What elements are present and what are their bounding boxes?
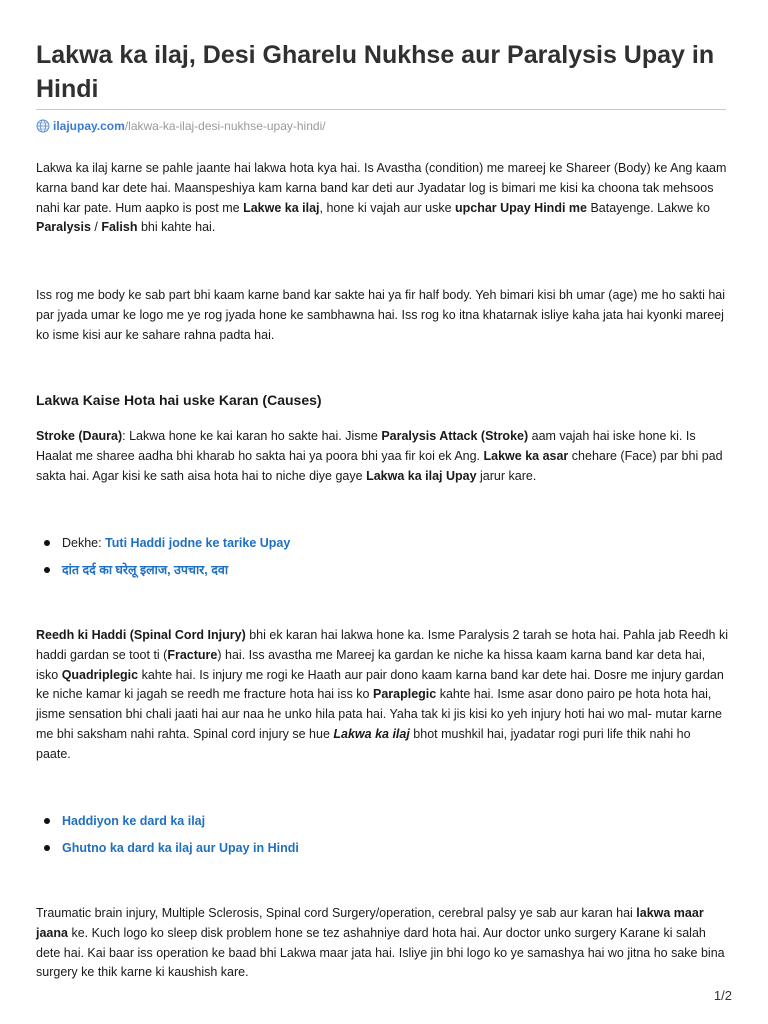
link-dant-dard[interactable]: दांत दर्द का घरेलू इलाज, उपचार, दवा [62,563,229,577]
list-item [44,560,290,587]
other-causes-paragraph: Traumatic brain injury, Multiple Sclerosis, Spinal cord Surgery/operation, cerebral palsy ye sab aur karan hai lakwa maar jaana ke. Kuch logo ko sleep disk problem hone se tez ashahniye dard hota hai. Aur doctor unko surgery Karane ki salah dete hai. Kai baar iss operation ke baad bhi Lakwa maar jata hai. Isliye jin bhi logo ko ye samashya hai wo jitna ho sake bina surgery ke thik karne ki kaushish kare. [36,906,725,980]
link-tuti-haddi[interactable]: Tuti Haddi jodne ke tarike Upay [105,536,291,550]
page-title: Lakwa ka ilaj, Desi Gharelu Nukhse aur Paralysis Upay in Hindi [36,41,715,103]
related-links-list-1 [44,533,290,587]
causes-heading: Lakwa Kaise Hota hai uske Karan (Causes) [36,392,322,408]
spinal-paragraph: Reedh ki Haddi (Spinal Cord Injury) bhi ek karan hai lakwa hone ka. Isme Paralysis 2 tarah se hota hai. Pahla jab Reedh ki haddi gardan se toot ti (Fracture) hai. Iss avastha me Mareej ka gardan ke niche ka hissa kaam karna band kar deta hai, isko Quadriplegic kahte hai. Is injury me rogi ke Haath aur pair dono kaam karna band kar dete hai. Dosre me injury gardan ke niche kamar ki jagah se reedh me fracture hota hai iss ko Paraplegic kahte hai. Isme asar dono pairo pe hota hota hai, jisme sensation bhi chali jaati hai aur naa he unko hila pata hai. Yaha tak ki jis kisi ko yeh injury hoti hai wo mal- mutar karne me bhi saksham nahi rahta. Spinal cord injury se hue Lakwa ka ilaj bhot mushkil hai, jyadatar rogi puri life thik nahi ho paate. [36,628,728,761]
globe-icon [36,119,50,137]
link-ghutno-dard[interactable]: Ghutno ka dard ka ilaj aur Upay in Hindi [62,841,299,855]
title-divider [36,109,726,110]
intro-paragraph-1: Lakwa ka ilaj karne se pahle jaante hai lakwa hota kya hai. Is Avastha (condition) me mareej ke Shareer (Body) ke Ang kaam karna band kar dete hai. Maanspeshiya kam karna band kar deti aur Jyadatar log is bimari me kisi ka choona tak mehsoos nahi kar pate. Hum aapko is post me Lakwe ka ilaj, hone ki vajah aur uske upchar Upay Hindi me Batayenge. Lakwe ko Paralysis / Falish bhi kahte hai. [36,161,727,235]
bullet [44,540,50,546]
bullet [44,845,50,851]
link-haddiyon-dard[interactable]: Haddiyon ke dard ka ilaj [62,814,206,828]
list-item: Dekhe: Tuti Haddi jodne ke tarike Upay [44,533,290,560]
intro-paragraph-2: Iss rog me body ke sab part bhi kaam karne band kar sakte hai ya fir half body. Yeh bimari kisi bh umar (age) me ho sakti hai par jyada umar ke logo me ye rog jyada hone ke sambhawna hai. Iss rog ko itna khatarnak isliye kaha jata hai kyonki mareej ko isme kisi aur ke sahare rahna padta hai. [36,288,726,342]
bullet [44,567,50,573]
list-item [44,811,299,838]
bullet [44,818,50,824]
source-line [36,118,326,137]
source-domain-link[interactable]: ilajupay.com [53,119,125,133]
source-path: /lakwa-ka-ilaj-desi-nukhse-upay-hindi/ [124,119,326,133]
page-number: 1/2 [713,988,732,1003]
related-links-list-2 [44,811,299,865]
stroke-paragraph: Stroke (Daura): Lakwa hone ke kai karan ho sakte hai. Jisme Paralysis Attack (Stroke) aam vajah hai iske hone ki. Is Haalat me sharee aadha bhi kharab ho sakta hai ya poora bhi yaa fir koi ek Ang. Lakwe ka asar chehare (Face) par bhi pad sakta hai. Agar kisi ke sath aisa hota hai to niche diye gaye Lakwa ka ilaj Upay jarur kare. [36,429,723,483]
list-item [44,838,299,865]
